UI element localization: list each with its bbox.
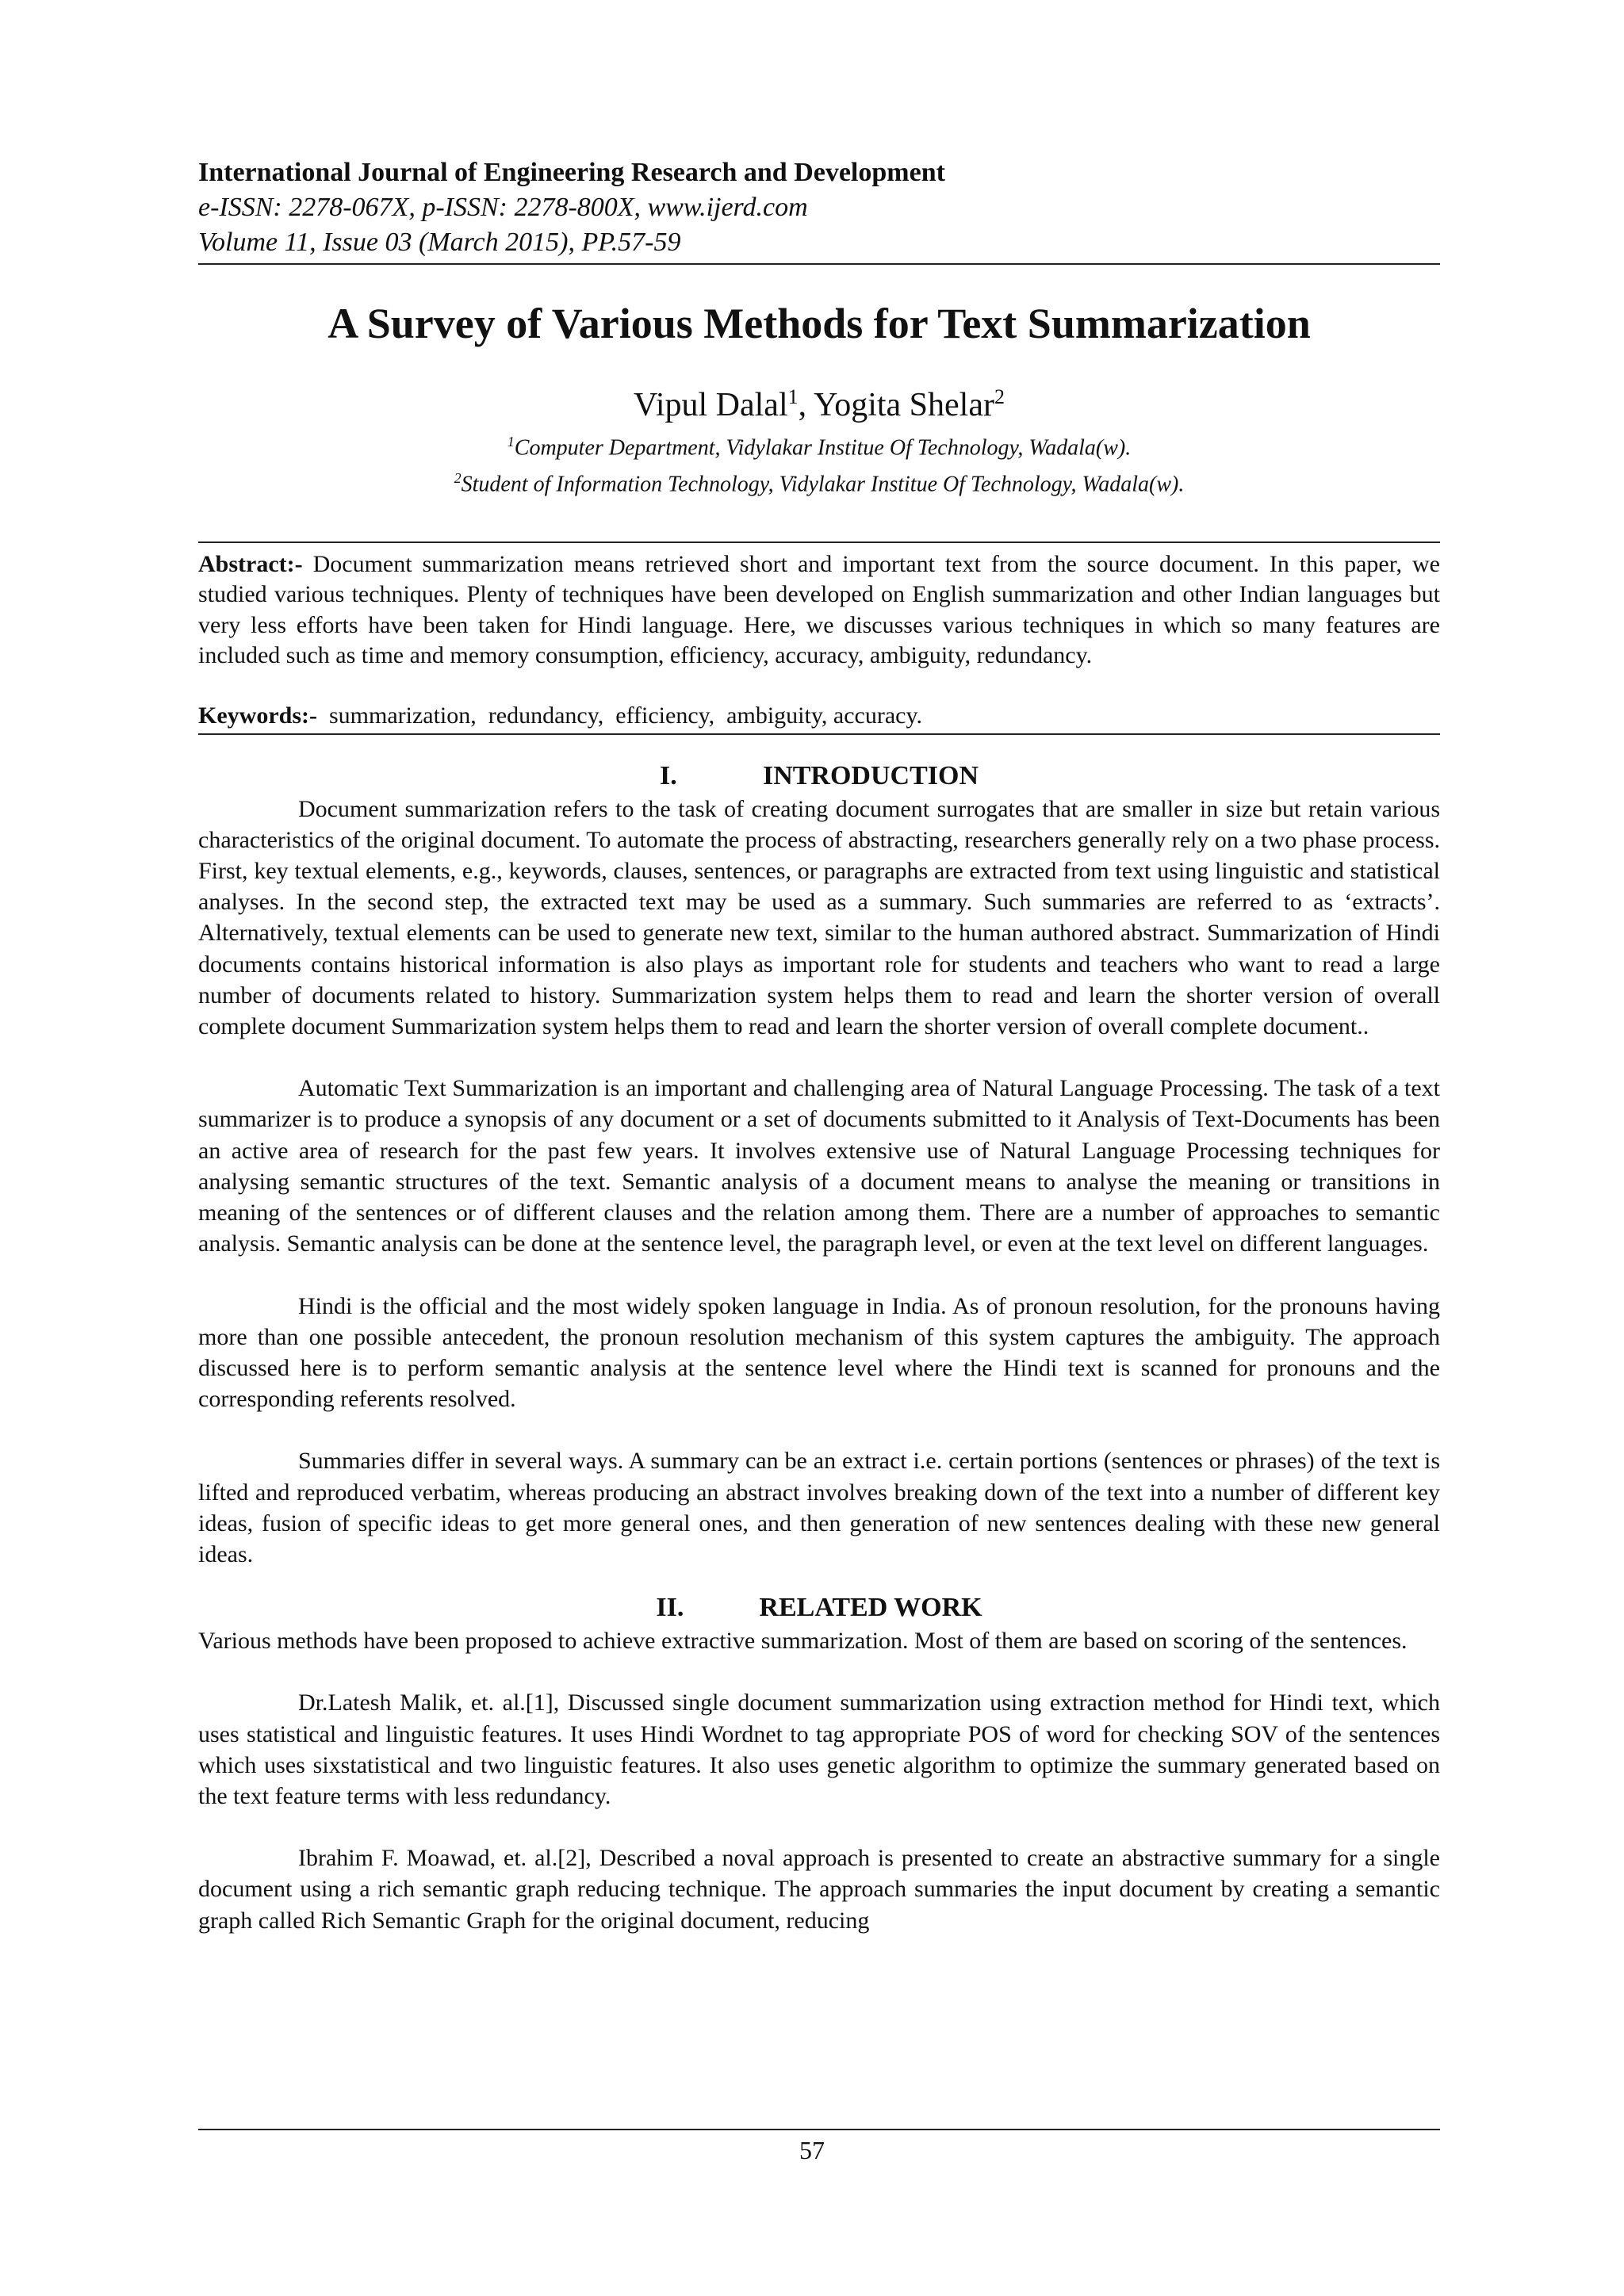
abstract-label: Abstract:- xyxy=(198,550,303,577)
section-title: RELATED WORK xyxy=(759,1593,982,1623)
author-name: Yogita Shelar xyxy=(814,387,994,423)
abstract-text: Document summarization means retrieved short and important text from the source document. In this paper, we studied various techniques. Plenty of techniques have been developed on English summarization and other Indian languages but very less efforts have been taken for Hindi language. Here, we discusses various techniques in which so many features are included such as time and memory consumption, efficiency, accuracy, ambiguity, redundancy. xyxy=(198,550,1440,669)
keywords xyxy=(198,700,1440,732)
paper-page xyxy=(198,155,1440,1936)
paper-title: A Survey of Various Methods for Text Summarization xyxy=(327,300,1311,347)
abstract-top-rule xyxy=(198,541,1440,543)
header-rule xyxy=(198,263,1440,265)
affiliation-text: Student of Information Technology, Vidylakar Institue Of Technology, Wadala(w). xyxy=(461,472,1185,497)
journal-volume: Volume 11, Issue 03 (March 2015), PP.57-59 xyxy=(198,228,681,257)
body-paragraph: Hindi is the official and the most widely spoken language in India. As of pronoun resolution, for the pronouns having more than one possible antecedent, the pronoun resolution mechanism of this system captures the ambiguity. The approach discussed here is to perform semantic analysis at the sentence level where the Hindi text is scanned for pronouns and the corresponding referents resolved. xyxy=(198,1292,1440,1413)
affiliation-text: Computer Department, Vidylakar Institue Of Technology, Wadala(w). xyxy=(514,435,1132,461)
abstract xyxy=(198,549,1440,672)
body-paragraph: Summaries differ in several ways. A summary can be an extract i.e. certain portions (sentences or phrases) of the text is lifted and reproduced verbatim, whereas producing an abstract involves breaking down of the text into a number of different key ideas, fusion of specific ideas to get more general ones, and then generation of new sentences dealing with these new general ideas. xyxy=(198,1448,1440,1567)
affiliation-mark: 1 xyxy=(787,385,799,408)
section-number: II. xyxy=(656,1593,684,1623)
body-paragraph: Automatic Text Summarization is an important and challenging area of Natural Language Processing. The task of a text summarizer is to produce a synopsis of any document or a set of documents submitted to it Analysis of Text-Documents has been an active area of research for the past few years. It involves extensive use of Natural Language Processing techniques for analysing semantic structures of the text. Semantic analysis of a document means to analyse the meaning or transitions in meaning of the sentences or of different clauses and the relation among them. There are a number of approaches to semantic analysis. Semantic analysis can be done at the sentence level, the paragraph level, or even at the text level on different languages. xyxy=(198,1075,1440,1257)
affiliation xyxy=(198,463,1440,499)
keywords-text: summarization, redundancy, efficiency, ambiguity, accuracy. xyxy=(316,702,923,729)
body-paragraph: Various methods have been proposed to achieve extractive summarization. Most of them are based on scoring of the sentences. xyxy=(198,1628,1408,1655)
footer-rule xyxy=(198,2129,1440,2130)
affiliation-mark: 2 xyxy=(454,470,462,487)
journal-name: International Journal of Engineering Research and Development xyxy=(198,158,945,187)
journal-header xyxy=(198,155,1440,260)
affiliation-mark: 2 xyxy=(994,385,1005,408)
affiliation xyxy=(198,427,1440,463)
author-name: Vipul Dalal xyxy=(634,387,788,423)
keywords-label: Keywords:- xyxy=(198,702,317,729)
section-number: I. xyxy=(659,760,677,790)
section-title: INTRODUCTION xyxy=(762,760,979,790)
author-list xyxy=(198,376,1440,427)
page-number: 57 xyxy=(799,2136,825,2164)
body-paragraph: Dr.Latesh Malik, et. al.[1], Discussed single document summarization using extraction method for Hindi text, which uses statistical and linguistic features. It uses Hindi Wordnet to tag appropriate POS of word for checking SOV of the sentences which uses sixstatistical and two linguistic features. It also uses genetic algorithm to optimize the summary generated based on the text feature terms with less redundancy. xyxy=(198,1689,1440,1809)
journal-issn: e-ISSN: 2278-067X, p-ISSN: 2278-800X, www.ijerd.com xyxy=(198,193,808,222)
section-heading xyxy=(198,1590,1440,1625)
body-paragraph: Ibrahim F. Moawad, et. al.[2], Described a noval approach is presented to create an abstractive summary for a single document using a rich semantic graph reducing technique. The approach summaries the input document by creating a semantic graph called Rich Semantic Graph for the original document, reducing xyxy=(198,1845,1440,1934)
body-paragraph: Document summarization refers to the task of creating document surrogates that are smaller in size but retain various characteristics of the original document. To automate the process of abstracting, researchers generally rely on a two phase process. First, key textual elements, e.g., keywords, clauses, sentences, or paragraphs are extracted from text using linguistic and statistical analyses. In the second step, the extracted text may be used as a summary. Such summaries are referred to as ‘extracts’. Alternatively, textual elements can be used to generate new text, similar to the human authored abstract. Summarization of Hindi documents contains historical information is also plays as important role for students and teachers who want to read a large number of documents related to history. Summarization system helps them to read and learn the shorter version of overall complete document Summarization system helps them to read and learn the shorter version of overall complete document.. xyxy=(198,795,1440,1040)
affiliation-mark: 1 xyxy=(507,434,515,450)
section-heading xyxy=(198,759,1440,794)
author-separator: , xyxy=(798,387,814,423)
keywords-rule xyxy=(198,733,1440,735)
